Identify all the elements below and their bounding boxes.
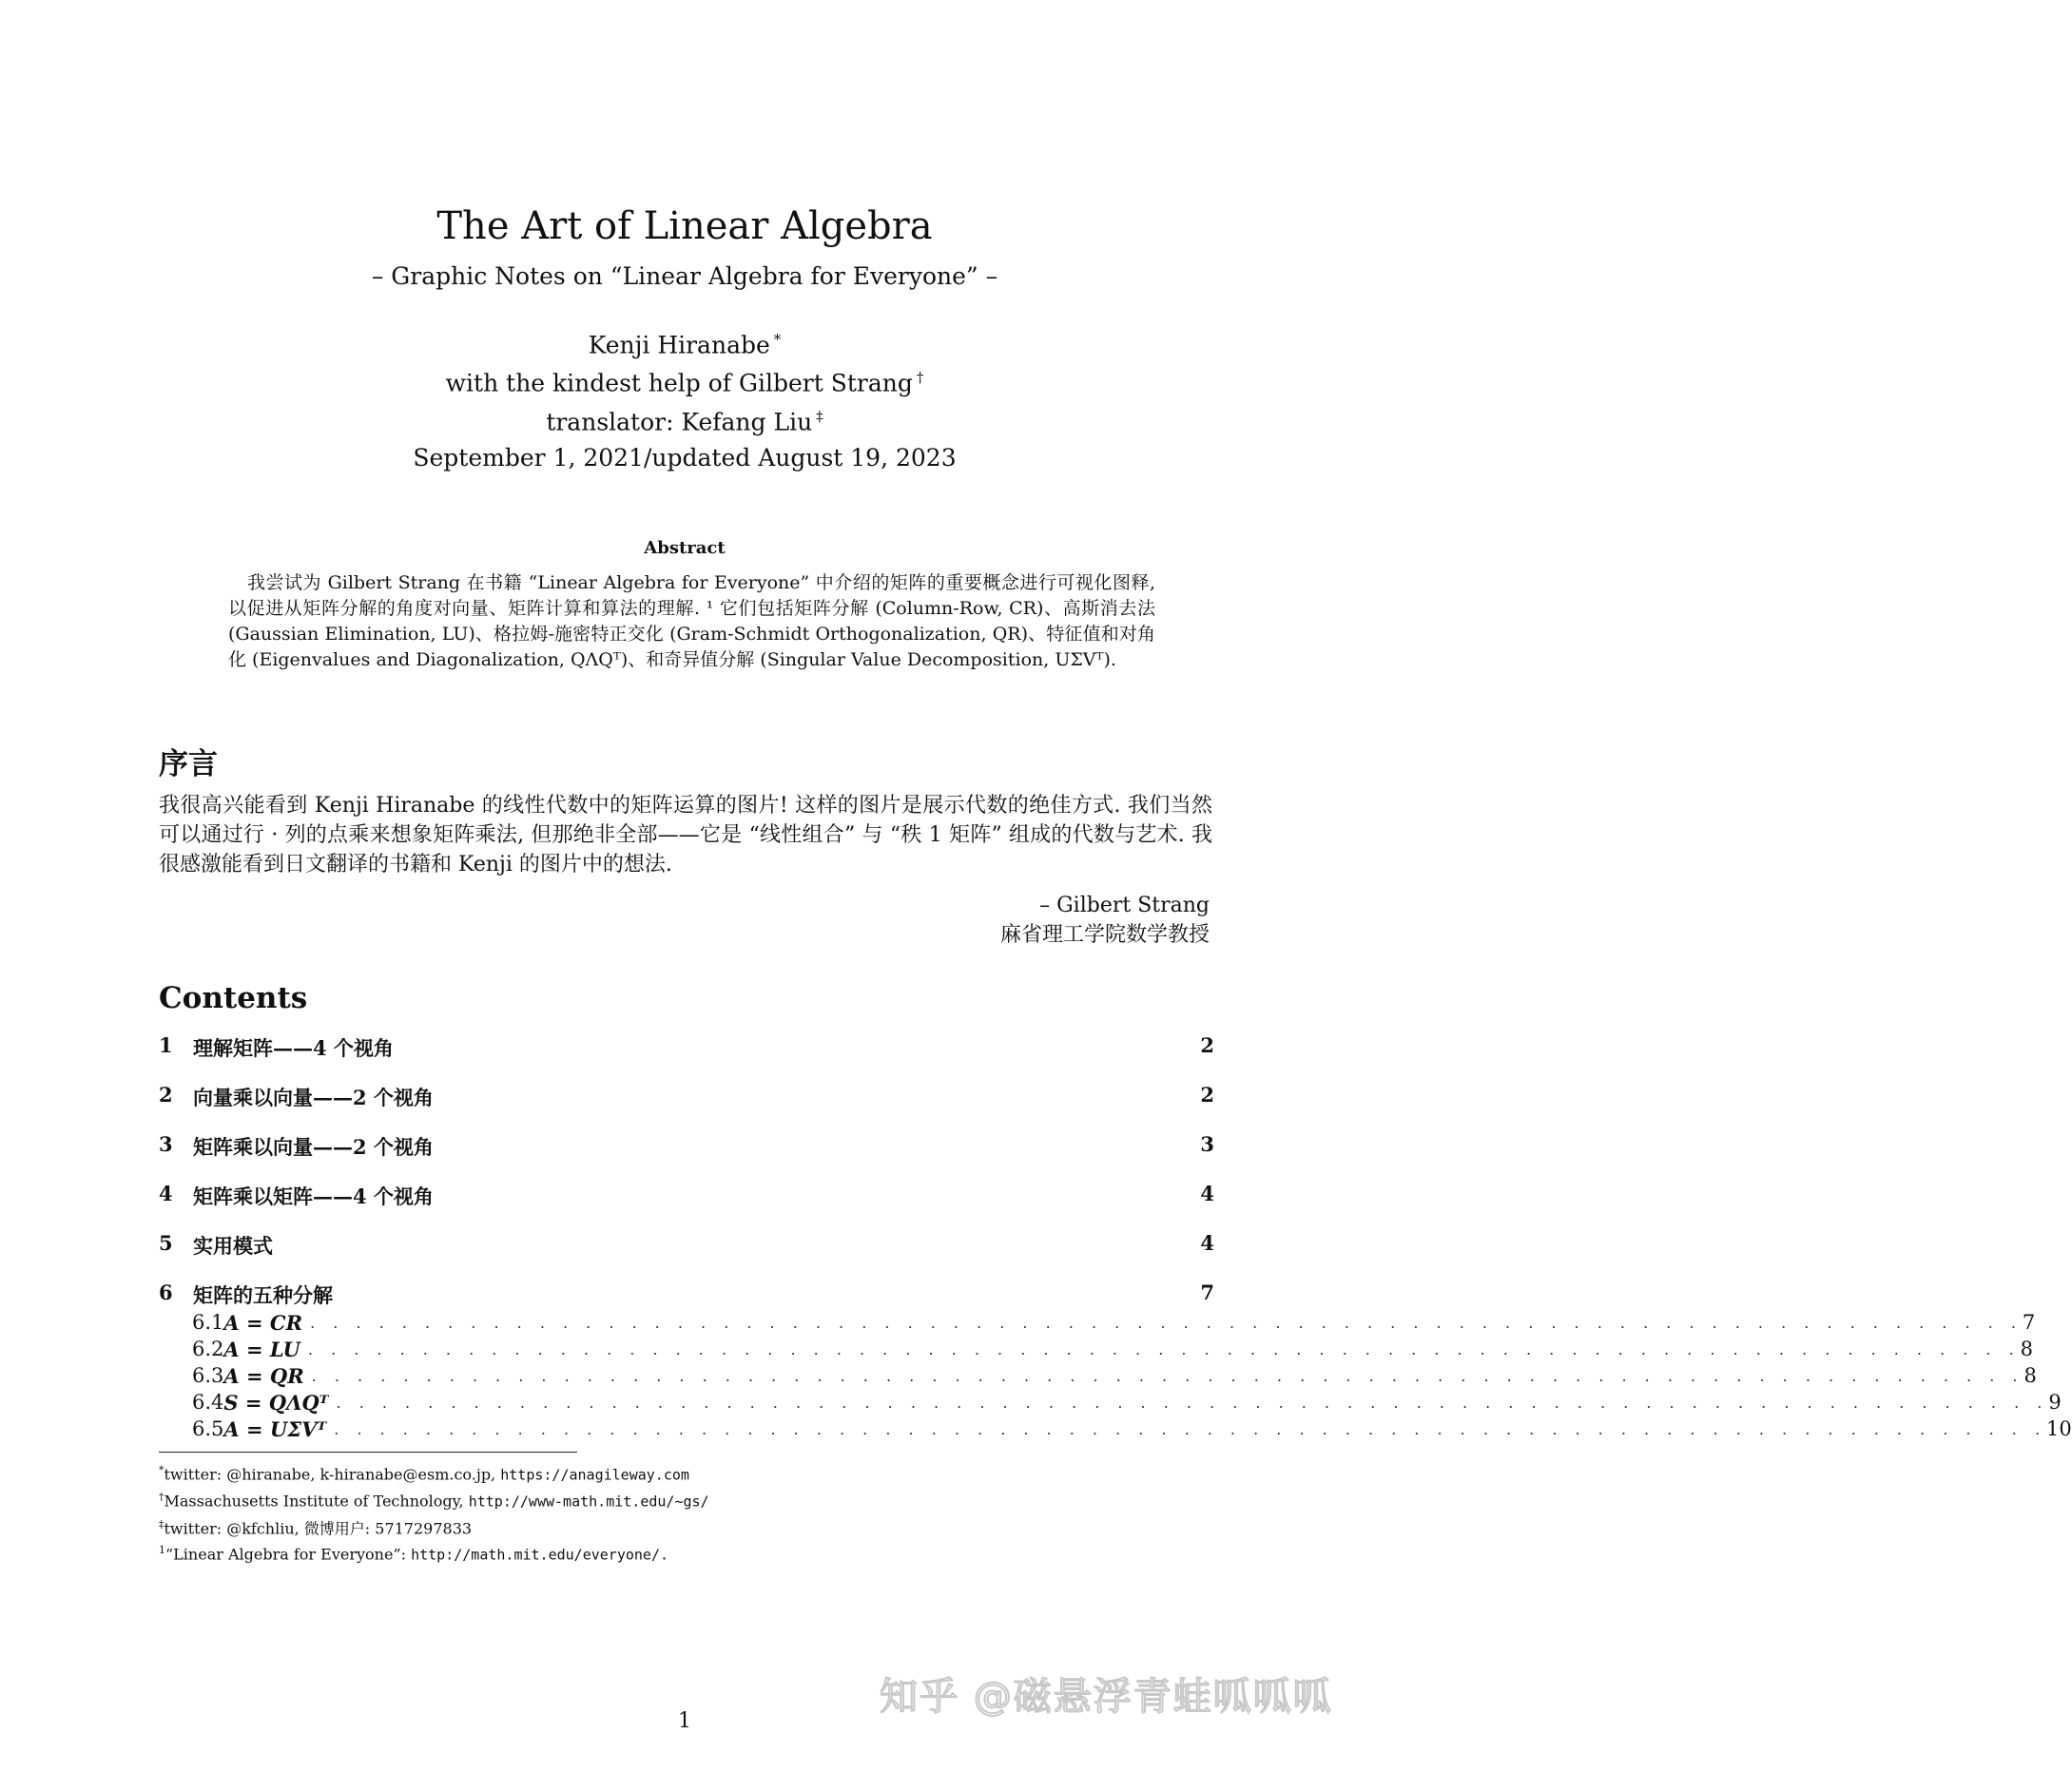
toc-entry[interactable] [159, 1083, 1214, 1132]
toc-entry-title: 向量乘以向量——2 个视角 [193, 1086, 434, 1109]
footnote-text: Massachusetts Institute of Technology, [164, 1492, 469, 1511]
paper-title: The Art of Linear Algebra [436, 204, 933, 248]
footnote-text: twitter: @hiranabe, k-hiranabe@esm.co.jp, [164, 1465, 501, 1484]
toc-entry-number: 2 [159, 1083, 173, 1107]
toc-subentry-page: 9 [2048, 1391, 2062, 1414]
toc-subentry[interactable] [159, 1362, 2037, 1389]
paper-subtitle: – Graphic Notes on “Linear Algebra for Everyone” – [371, 262, 998, 290]
toc-subentry[interactable] [159, 1309, 2036, 1336]
footnote-link[interactable]: http://math.mit.edu/everyone/. [411, 1546, 669, 1564]
toc-leader-dots: . . . . . . . . . . . . . . . . . . . . . . . . . . . . . . . . . . . . . . . . . . . . . . . . . . . . . . . . . . . . . . . . . . . . . . . . . . . [334, 1419, 2047, 1438]
author-name: Kenji Hiranabe [588, 331, 770, 359]
toc-entry-title: 理解矩阵——4 个视角 [193, 1036, 394, 1060]
footnote-mark: * [159, 1464, 165, 1476]
footnote-text: “Linear Algebra for Everyone”: [165, 1545, 412, 1564]
footnote [159, 1459, 1110, 1486]
toc-entry-page: 3 [1200, 1132, 1214, 1156]
toc-entry-page: 7 [1200, 1281, 1214, 1304]
toc-subentry-title: A = QR [223, 1363, 304, 1388]
footnote-link[interactable]: http://www-math.mit.edu/~gs/ [468, 1493, 709, 1511]
preface-signoff [0, 891, 1210, 950]
toc-subentry-page: 10 [2046, 1417, 2072, 1440]
toc-subentry-title: A = CR [223, 1310, 303, 1335]
toc-subentry-number: 6.1 [192, 1311, 224, 1334]
toc-subentry-number: 6.5 [192, 1417, 224, 1440]
footnote [159, 1539, 1110, 1566]
toc-entry-page: 2 [1200, 1033, 1214, 1057]
toc-subentry-page: 7 [2022, 1311, 2036, 1334]
author-line-3 [0, 400, 1369, 438]
toc-subentry[interactable] [159, 1336, 2034, 1362]
toc-entry-page: 4 [1200, 1231, 1214, 1255]
footnote-divider [159, 1452, 577, 1453]
toc-entry[interactable] [159, 1182, 1214, 1231]
preface-body: 我很高兴能看到 Kenji Hiranabe 的线性代数中的矩阵运算的图片! 这样的图片是展示代数的绝佳方式. 我们当然可以通过行 · 列的点乘来想象矩阵乘法, 但那绝非全部——它是 “线性组合” 与 “秩 1 矩阵” 组成的代数与艺术. 我很感激能看到日文翻译的书籍和 Kenji 的图片中的想法. [159, 794, 1212, 876]
toc-entry-title: 矩阵的五种分解 [193, 1283, 333, 1307]
toc-subentry-page: 8 [2020, 1338, 2034, 1360]
translator-name: translator: Kefang Liu [546, 407, 813, 435]
toc-leader-dots: . . . . . . . . . . . . . . . . . . . . . . . . . . . . . . . . . . . . . . . . . . . . . . . . . . . . . . . . . . . . . . . . . . . . . . . . . . . [336, 1393, 2049, 1412]
toc-entry[interactable] [159, 1033, 1214, 1083]
footnote [159, 1486, 1110, 1512]
toc-entry-title: 矩阵乘以向量——2 个视角 [193, 1135, 434, 1159]
author-line-2 [0, 361, 1369, 399]
toc-entry-number: 5 [159, 1231, 173, 1255]
table-of-contents [159, 1033, 2072, 1442]
toc-entry-number: 4 [159, 1182, 173, 1205]
toc-entry-page: 2 [1200, 1083, 1214, 1107]
toc-subentry-number: 6.2 [192, 1338, 224, 1360]
translator-footnote-mark: ‡ [816, 407, 823, 425]
toc-leader-dots: . . . . . . . . . . . . . . . . . . . . . . . . . . . . . . . . . . . . . . . . . . . . . . . . . . . . . . . . . . . . . . . . . . . . . . . . . . . [307, 1339, 2021, 1358]
footnote-text: twitter: @kfchliu, 微博用户: 5717297833 [164, 1518, 473, 1537]
zhihu-watermark: 知乎 @磁悬浮青蛙呱呱呱 [880, 1675, 1333, 1719]
footnote-link[interactable]: https://anagileway.com [500, 1466, 689, 1484]
footnote-mark: † [159, 1491, 165, 1504]
contents-heading: Contents [159, 981, 308, 1015]
paper-date: September 1, 2021/updated August 19, 2023 [413, 444, 957, 472]
toc-entry-number: 1 [159, 1033, 173, 1057]
toc-entry-title: 矩阵乘以矩阵——4 个视角 [193, 1185, 434, 1208]
toc-entry[interactable] [159, 1281, 1214, 1309]
abstract-text: 我尝试为 Gilbert Strang 在书籍 “Linear Algebra for Everyone” 中介绍的矩阵的重要概念进行可视化图释, 以促进从矩阵分解的角度对向量、矩阵计算和算法的理解. ¹ 它们包括矩阵分解 (Column-Row, CR)、高斯消去法 (Gaussian Elimination, LU)、格拉姆-施密特正交化 (Gram-Schmidt Orthogonalization, QR)、特征值和对角化 (Eigenvalues and Diagonalization, QΛQᵀ)、和奇异值分解 (Singular Value Decomposition, UΣVᵀ). [228, 572, 1155, 670]
author-block [0, 323, 1369, 438]
toc-subentry-title: A = LU [223, 1337, 300, 1361]
toc-subentry-title: S = QΛQᵀ [223, 1390, 329, 1415]
abstract-heading: Abstract [644, 538, 726, 558]
footnote-mark: 1 [159, 1543, 165, 1556]
preface-signature: – Gilbert Strang [1039, 894, 1210, 917]
toc-entry[interactable] [159, 1231, 1214, 1281]
toc-leader-dots: . . . . . . . . . . . . . . . . . . . . . . . . . . . . . . . . . . . . . . . . . . . . . . . . . . . . . . . . . . . . . . . . . . . . . . . . . . . [311, 1366, 2024, 1385]
toc-entry-number: 3 [159, 1132, 173, 1156]
page-number: 1 [678, 1709, 691, 1733]
toc-subentry-page: 8 [2024, 1364, 2037, 1387]
helper-footnote-mark: † [916, 369, 924, 387]
toc-entry[interactable] [159, 1132, 1214, 1182]
footnote [159, 1513, 1110, 1539]
toc-entry-title: 实用模式 [193, 1234, 273, 1258]
toc-subentry[interactable] [159, 1389, 2062, 1416]
author-footnote-mark: * [773, 331, 782, 348]
helper-name: with the kindest help of Gilbert Strang [445, 369, 913, 397]
toc-entry-page: 4 [1200, 1182, 1214, 1205]
toc-subentry-number: 6.3 [192, 1364, 224, 1387]
preface-heading: 序言 [159, 747, 218, 781]
toc-entry-number: 6 [159, 1281, 173, 1304]
footnotes [159, 1459, 1110, 1566]
footnote-mark: ‡ [159, 1517, 165, 1531]
toc-subentry-number: 6.4 [192, 1391, 224, 1414]
preface-affiliation: 麻省理工学院数学教授 [999, 923, 1210, 947]
toc-subentry-title: A = UΣVᵀ [223, 1416, 327, 1441]
toc-leader-dots: . . . . . . . . . . . . . . . . . . . . . . . . . . . . . . . . . . . . . . . . . . . . . . . . . . . . . . . . . . . . . . . . . . . . . . . . . . . [310, 1313, 2023, 1332]
author-line-1 [0, 323, 1369, 361]
toc-subentry[interactable] [159, 1416, 2072, 1442]
